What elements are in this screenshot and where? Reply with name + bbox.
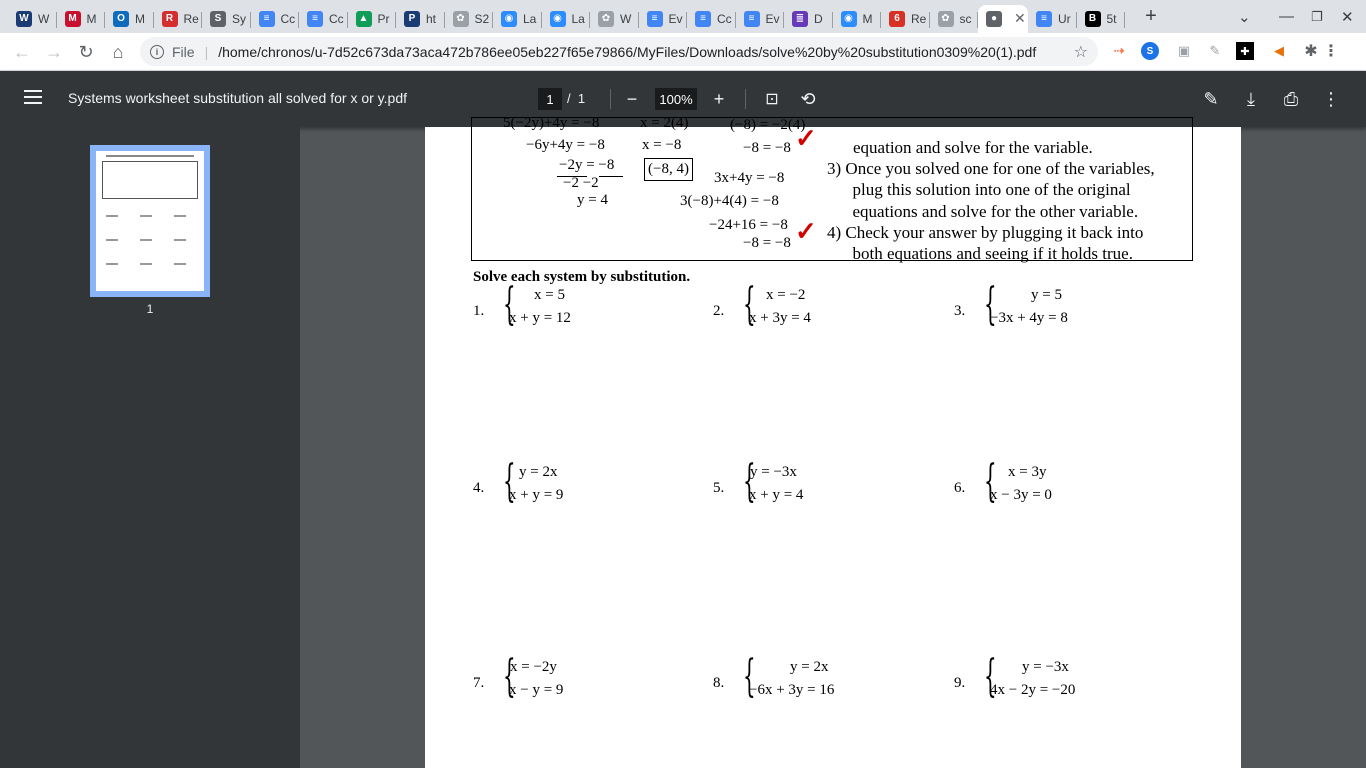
home-icon[interactable]: ⌂ xyxy=(112,41,124,62)
tab-strip xyxy=(0,0,1366,33)
pdf-title: Systems worksheet substitution all solved for x or y.pdf xyxy=(68,90,407,106)
example-step-top: x = 2(4) xyxy=(640,115,689,131)
browser-tab[interactable] xyxy=(590,5,639,33)
browser-tab[interactable] xyxy=(881,5,930,33)
browser-tab[interactable] xyxy=(493,5,542,33)
zoom-in-icon[interactable]: + xyxy=(713,88,725,109)
browser-tab[interactable] xyxy=(105,5,154,33)
tab-favicon-icon: ◉ xyxy=(501,11,517,27)
equation-one: x = −2 xyxy=(766,287,806,303)
example-step: x = −8 xyxy=(642,137,682,153)
example-step: 3x+4y = −8 xyxy=(714,170,785,186)
pdf-page xyxy=(425,115,1241,768)
browser-tab[interactable] xyxy=(687,5,736,33)
problem-number: 2. xyxy=(713,303,725,319)
browser-tab[interactable] xyxy=(639,5,688,33)
thumbnail-line xyxy=(106,239,194,241)
equation-two: x − 3y = 0 xyxy=(990,487,1052,503)
download-icon[interactable]: ⤓ xyxy=(1247,88,1255,109)
equation-two: x + y = 12 xyxy=(509,310,571,326)
tab-favicon-icon: P xyxy=(404,11,420,27)
tab-favicon-icon: ≡ xyxy=(695,11,711,27)
equation-one: y = 2x xyxy=(519,464,558,480)
sidebar-menu-icon[interactable] xyxy=(24,90,42,104)
browser-tab[interactable] xyxy=(445,5,494,33)
system-brace: { xyxy=(984,456,997,507)
tab-title: Re xyxy=(183,11,199,26)
tab-title: La xyxy=(571,11,585,26)
browser-tab[interactable] xyxy=(542,5,591,33)
system-brace: { xyxy=(503,279,516,330)
section-heading: Solve each system by substitution. xyxy=(473,269,691,285)
tab-title: Ur xyxy=(1058,11,1071,26)
example-step: y = 4 xyxy=(577,192,608,208)
toolbar-divider xyxy=(610,89,611,109)
equation-one: x = −2y xyxy=(510,659,557,675)
tab-title: W xyxy=(38,11,50,26)
instruction-line: 4) Check your answer by plugging it back into xyxy=(827,222,1144,242)
tab-title: 5t xyxy=(1106,11,1117,26)
browser-tab[interactable] xyxy=(784,5,833,33)
example-answer: (−8, 4) xyxy=(644,158,693,181)
example-step: −8 = −8 xyxy=(743,140,791,156)
tab-title: Re xyxy=(911,11,927,26)
close-window-icon[interactable]: ✕ xyxy=(1341,8,1354,26)
tab-title: Ev xyxy=(765,11,780,26)
browser-tab[interactable] xyxy=(8,5,57,33)
system-brace: { xyxy=(503,456,516,507)
problem-number: 8. xyxy=(713,675,725,691)
example-step: −6y+4y = −8 xyxy=(526,137,605,153)
forward-icon[interactable]: → xyxy=(45,41,63,62)
toolbar-divider xyxy=(745,89,746,109)
tab-title: M xyxy=(135,11,145,26)
browser-tab[interactable] xyxy=(1028,5,1077,33)
tab-favicon-icon: ✿ xyxy=(598,11,614,27)
check-mark-icon: ✓ xyxy=(795,217,817,246)
browser-tab[interactable] xyxy=(202,5,251,33)
tab-favicon-icon: ≡ xyxy=(744,11,760,27)
browser-tab[interactable] xyxy=(736,5,785,33)
file-label: File xyxy=(172,43,195,60)
omnibox-divider: | xyxy=(204,43,209,60)
tab-favicon-icon: ≣ xyxy=(792,11,808,27)
browser-tab[interactable] xyxy=(833,5,882,33)
new-tab-button[interactable]: + xyxy=(1145,5,1157,27)
tab-title: Cc xyxy=(329,11,344,26)
thumbnail-line xyxy=(106,215,194,217)
rotate-icon[interactable]: ⟲ xyxy=(800,88,816,109)
back-icon[interactable]: ← xyxy=(13,41,31,62)
fraction-bar xyxy=(599,176,623,177)
address-bar[interactable] xyxy=(140,37,1098,66)
tab-favicon-icon: S xyxy=(210,11,226,27)
pdf-more-icon[interactable]: ⋮ xyxy=(1322,88,1340,109)
browser-tab[interactable] xyxy=(299,5,348,33)
browser-tab[interactable] xyxy=(154,5,203,33)
equation-two: x + y = 9 xyxy=(509,487,564,503)
page-thumbnail[interactable] xyxy=(90,145,210,297)
tab-title: sc xyxy=(959,11,972,26)
zoom-input[interactable]: 100% xyxy=(655,88,697,110)
instruction-line: equations and solve for the other variable. xyxy=(827,201,1139,221)
browser-tab[interactable] xyxy=(348,5,397,33)
tab-title: M xyxy=(862,11,873,26)
browser-tab[interactable] xyxy=(930,5,979,33)
reload-icon[interactable]: ↻ xyxy=(78,41,94,62)
tab-favicon-icon: ≡ xyxy=(1036,11,1052,27)
equation-one: x = 5 xyxy=(534,287,565,303)
problem-number: 4. xyxy=(473,480,485,496)
example-step-top: 5(−2y)+4y = −8 xyxy=(503,115,600,131)
tab-favicon-icon: M xyxy=(65,11,81,27)
page-separator: / xyxy=(567,91,571,106)
equation-two: x + y = 4 xyxy=(749,487,804,503)
tab-favicon-icon: ≡ xyxy=(307,11,323,27)
extension-pen-icon[interactable]: ✎ xyxy=(1209,43,1221,58)
tab-separator xyxy=(1124,12,1125,28)
example-step-top: (−8) = −2(4) xyxy=(730,117,806,133)
thumbnail-box xyxy=(102,161,198,199)
tab-favicon-icon: W xyxy=(16,11,32,27)
problem-number: 9. xyxy=(954,675,966,691)
extension-puzzle-gray-icon[interactable]: ▣ xyxy=(1177,43,1191,58)
tab-title: D xyxy=(814,11,823,26)
thumbnail-line xyxy=(106,155,194,157)
instruction-steps xyxy=(827,137,1155,264)
system-brace: { xyxy=(743,651,756,702)
tab-title: Cc xyxy=(280,11,296,26)
thumbnail-line xyxy=(106,263,194,265)
tab-favicon-icon: R xyxy=(162,11,178,27)
tab-favicon-icon: ✿ xyxy=(453,11,469,27)
example-step: −8 = −8 xyxy=(743,235,791,251)
problem-number: 3. xyxy=(954,303,966,319)
problem-number: 5. xyxy=(713,480,725,496)
extension-arrow-icon[interactable]: ⇢ xyxy=(1113,43,1125,58)
extension-megaphone-icon[interactable]: ◀ xyxy=(1274,43,1284,58)
browser-menu-icon[interactable]: ⋮ xyxy=(1323,43,1339,60)
equation-two: x + 3y = 4 xyxy=(749,310,811,326)
browser-tab[interactable] xyxy=(1077,5,1126,33)
check-mark-icon: ✓ xyxy=(795,124,817,153)
restore-icon[interactable]: ❐ xyxy=(1311,8,1323,24)
equation-two: −6x + 3y = 16 xyxy=(749,682,835,698)
example-step: −2 −2 xyxy=(563,175,599,191)
print-icon[interactable]: ⎙ xyxy=(1283,88,1299,109)
minimize-icon[interactable]: — xyxy=(1279,8,1294,25)
tab-favicon-icon: O xyxy=(113,11,129,27)
site-info-icon[interactable]: i xyxy=(150,45,164,59)
thumbnail-label: 1 xyxy=(146,302,154,316)
page-total-value: 1 xyxy=(577,91,586,106)
browser-tab[interactable] xyxy=(978,5,1028,33)
tab-title: Sy xyxy=(232,11,247,26)
browser-tab[interactable] xyxy=(396,5,445,33)
system-brace: { xyxy=(984,279,997,330)
tab-title: S2 xyxy=(474,11,490,26)
bookmark-star-icon[interactable]: ☆ xyxy=(1073,44,1088,61)
tab-title: Pr xyxy=(377,11,390,26)
tab-title: Ev xyxy=(668,11,683,26)
annotate-pen-icon[interactable]: ✎ xyxy=(1203,88,1219,109)
tab-favicon-icon: ▲ xyxy=(356,11,372,27)
instruction-line: equation and solve for the variable. xyxy=(853,138,1093,157)
tab-search-icon[interactable]: ⌄ xyxy=(1238,8,1251,26)
instruction-line: 3) Once you solved one for one of the variables, xyxy=(827,159,1155,179)
tab-title: W xyxy=(620,11,632,26)
thumbnail-sidebar xyxy=(0,127,300,768)
tab-title: ht xyxy=(426,11,437,26)
equation-one: y = 5 xyxy=(1031,287,1062,303)
page-number-input[interactable]: 1 xyxy=(538,88,562,110)
tab-favicon-icon: ◉ xyxy=(550,11,566,27)
browser-toolbar xyxy=(0,33,1366,71)
equation-one: y = −3x xyxy=(750,464,797,480)
tab-favicon-icon: ◉ xyxy=(841,11,857,27)
zoom-out-icon[interactable]: − xyxy=(626,88,638,109)
extensions-puzzle-icon[interactable]: ✱ xyxy=(1304,43,1318,60)
tab-favicon-icon: ● xyxy=(986,11,1002,27)
extension-grid-icon[interactable]: ✚ xyxy=(1236,42,1254,60)
tab-favicon-icon: ≡ xyxy=(259,11,275,27)
tab-favicon-icon: ✿ xyxy=(938,11,954,27)
equation-two: −3x + 4y = 8 xyxy=(990,310,1068,326)
system-brace: { xyxy=(984,651,997,702)
equation-one: y = −3x xyxy=(1022,659,1069,675)
problem-number: 7. xyxy=(473,675,485,691)
url-text[interactable]: /home/chronos/u-7d52c673da73aca472b786ee05eb227f65e79866/MyFiles/Downloads/solve%20by%20substitution0309%20(1).pdf xyxy=(218,43,1037,60)
example-step: 3(−8)+4(4) = −8 xyxy=(680,193,779,209)
browser-tab[interactable] xyxy=(57,5,106,33)
tab-title: La xyxy=(523,11,537,26)
tab-title: M xyxy=(86,11,97,26)
equation-one: x = 3y xyxy=(1008,464,1047,480)
instruction-line: both equations and seeing if it holds true. xyxy=(827,244,1133,264)
equation-two: x − y = 9 xyxy=(509,682,564,698)
system-brace: { xyxy=(503,651,516,702)
tab-favicon-icon: ≡ xyxy=(647,11,663,27)
tab-title: Cc xyxy=(717,11,732,26)
extension-s-icon[interactable]: S xyxy=(1141,42,1159,60)
problem-number: 1. xyxy=(473,303,485,319)
system-brace: { xyxy=(743,279,756,330)
close-tab-icon[interactable]: ✕ xyxy=(1014,10,1026,26)
page-total xyxy=(567,91,585,106)
thumbnail-page xyxy=(96,151,204,291)
problem-number: 6. xyxy=(954,480,966,496)
example-step: −2y = −8 xyxy=(559,157,615,173)
instruction-line: plug this solution into one of the original xyxy=(827,180,1131,200)
tab-favicon-icon: 6 xyxy=(889,11,905,27)
tab-list xyxy=(8,1,1125,33)
tab-favicon-icon: B xyxy=(1085,11,1101,27)
equation-one: y = 2x xyxy=(790,659,829,675)
browser-tab[interactable] xyxy=(251,5,300,33)
equation-two: 4x − 2y = −20 xyxy=(990,682,1076,698)
fit-to-page-icon[interactable]: ⊡ xyxy=(765,91,779,108)
example-step: −24+16 = −8 xyxy=(709,217,788,233)
system-brace: { xyxy=(743,456,756,507)
